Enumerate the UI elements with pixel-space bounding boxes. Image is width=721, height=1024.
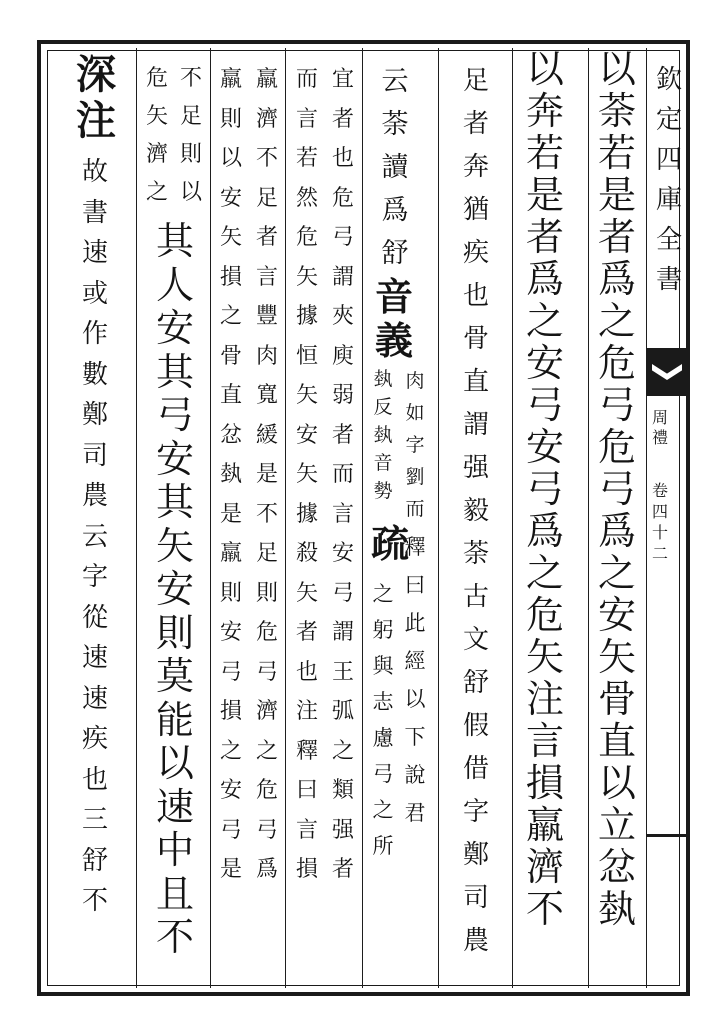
column-rule	[210, 48, 211, 988]
column-rule	[588, 48, 589, 988]
text-column-1: 以荼若是者爲之危弓危弓爲之安矢骨直以立忿埶	[597, 47, 636, 931]
section-marker-yinyi: 音義	[374, 274, 413, 363]
commentary-text: 而言若然危矢據恒矢安矢據殺矢者也注釋曰言損	[295, 67, 318, 882]
commentary-text: 故書速或作數鄭司農云字從速速疾也三舒不	[81, 157, 108, 916]
gloss-text: 肉如字劉而	[405, 370, 425, 520]
commentary-text: 宜者也危弓謂夾庾弱者而言安弓謂王弧之類强者	[331, 67, 354, 882]
text-column-3: 足者奔猶疾也骨直謂强毅荼古文舒假借字鄭司農	[462, 66, 489, 956]
book-name: 周禮	[651, 408, 668, 447]
commentary-text: 羸則以安矢損之骨直忿埶是羸則安弓損之安弓是	[219, 67, 242, 882]
commentary-text: 不足則以	[179, 66, 202, 205]
page-frame	[37, 40, 690, 996]
section-marker-shu: 疏	[370, 521, 409, 566]
juan-number: 卷四十二	[651, 481, 668, 563]
gloss-text: 埶反埶音勢	[373, 368, 393, 502]
gloss-text: 釋曰此經以下說君	[404, 535, 426, 825]
margin-tick	[646, 834, 688, 837]
commentary-text: 羸濟不足者言豐肉寬緩是不足則危弓濟之危弓爲	[255, 67, 278, 882]
collection-title: 欽定四庫全書	[655, 65, 682, 295]
column-rule	[512, 48, 513, 988]
gloss-text: 之躬與志慮弓之所	[372, 582, 394, 858]
column-rule	[285, 48, 286, 988]
main-text: 其人安其弓安其矢安則莫能以速中且不	[155, 219, 194, 959]
commentary-text: 云荼讀爲舒	[381, 66, 409, 269]
margin-header	[646, 48, 688, 988]
column-rule	[362, 48, 363, 988]
column-rule	[136, 48, 137, 988]
fish-tail-mark-icon	[646, 348, 688, 396]
column-rule	[438, 48, 439, 988]
commentary-text: 危矢濟之	[145, 66, 168, 205]
main-text: 深注	[76, 51, 116, 144]
text-column-2: 以奔若是者爲之安弓安弓爲之危矢注言損羸濟不	[525, 47, 564, 931]
